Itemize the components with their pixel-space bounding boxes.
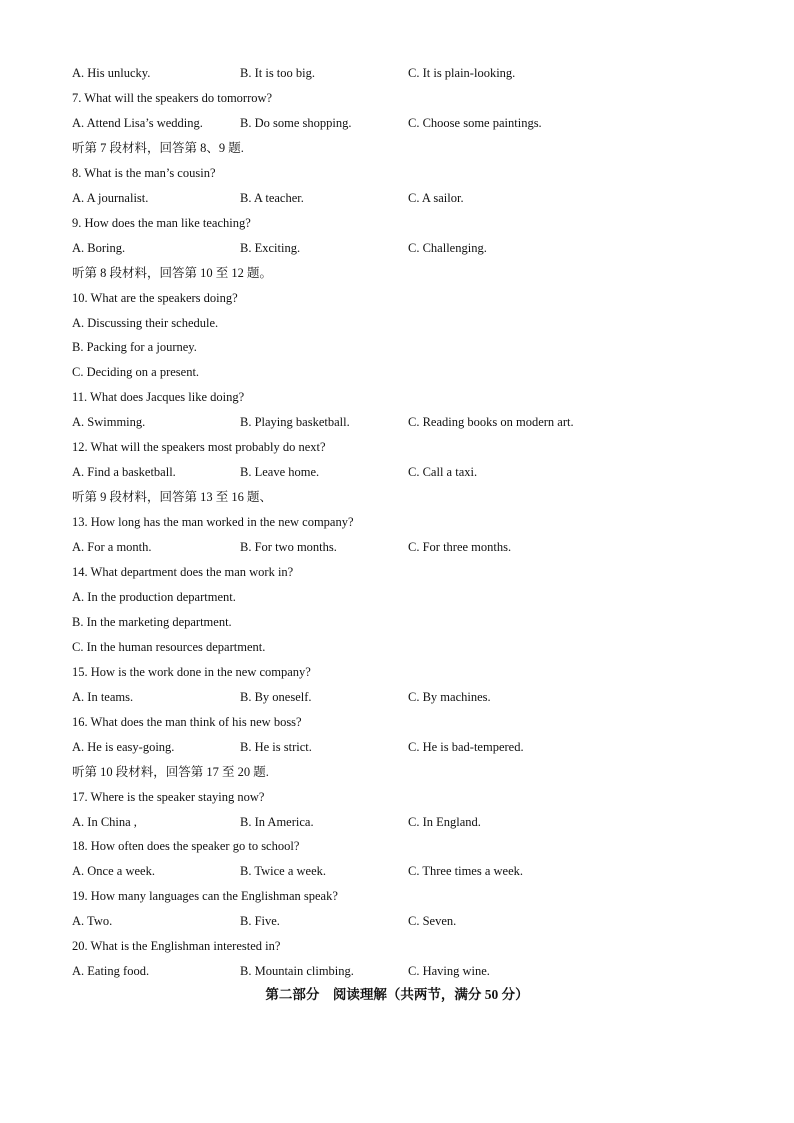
option-b: B. A teacher. (240, 190, 304, 205)
question-text: 18. How often does the speaker go to school? (72, 839, 300, 854)
option-a: A. In teams. (72, 689, 134, 704)
option-c: C. Challenging. (408, 240, 487, 255)
option-line: C. In the human resources department. (72, 639, 266, 654)
option-a: A. For a month. (72, 540, 152, 554)
option-b: B. Playing basketball. (240, 415, 350, 430)
option-b: B. Leave home. (240, 465, 320, 480)
option-line: B. In the marketing department. (72, 614, 232, 629)
option-a: A. A journalist. (72, 190, 149, 205)
question-text: 10. What are the speakers doing? (72, 290, 238, 305)
option-a: A. Eating food. (72, 964, 150, 979)
option-c: C. For three months. (408, 540, 512, 554)
question-text: 16. What does the man think of his new boss? (72, 714, 302, 729)
option-b: B. Exciting. (240, 240, 301, 255)
option-b: B. Mountain climbing. (240, 964, 354, 979)
section-instruction: 听第 7 段材料，回答第 8、9 题. (72, 140, 244, 155)
option-line: A. In the production department. (72, 589, 236, 604)
option-c: C. By machines. (408, 689, 491, 704)
option-c: C. Call a taxi. (408, 465, 478, 480)
option-a: A. Attend Lisa’s wedding. (72, 115, 203, 130)
option-c: C. Three times a week. (408, 864, 524, 879)
question-text: 13. How long has the man worked in the new company? (72, 515, 354, 530)
option-c: C. In England. (408, 814, 481, 829)
section-instruction: 听第 10 段材料，回答第 17 至 20 题. (72, 764, 269, 779)
option-c: C. A sailor. (408, 190, 464, 205)
question-text: 15. How is the work done in the new company? (72, 664, 311, 679)
option-b: B. By oneself. (240, 689, 312, 704)
question-text: 11. What does Jacques like doing? (72, 390, 245, 405)
option-a: A. Boring. (72, 240, 126, 255)
section-instruction: 听第 9 段材料，回答第 13 至 16 题、 (72, 490, 273, 505)
option-c: C. It is plain-looking. (408, 66, 516, 80)
question-text: 20. What is the Englishman interested in? (72, 939, 281, 954)
option-c: C. Reading books on modern art. (408, 415, 574, 430)
option-a: A. Swimming. (72, 415, 146, 430)
option-a: A. In China , (72, 814, 137, 829)
option-a: A. Find a basketball. (72, 465, 176, 480)
option-line: C. Deciding on a present. (72, 365, 200, 380)
question-text: 12. What will the speakers most probably do next? (72, 440, 326, 455)
question-text: 14. What department does the man work in? (72, 565, 294, 579)
option-c: C. Seven. (408, 914, 457, 929)
option-line: A. Discussing their schedule. (72, 315, 219, 330)
option-a: A. He is easy-going. (72, 739, 175, 754)
section-heading: 第二部分 阅读理解（共两节，满分 50 分） (265, 987, 529, 1003)
option-c: C. Choose some paintings. (408, 115, 542, 130)
option-line: B. Packing for a journey. (72, 340, 197, 355)
option-a: A. Two. (72, 914, 113, 929)
option-b: B. In America. (240, 814, 314, 829)
option-b: B. Twice a week. (240, 864, 327, 879)
option-b: B. It is too big. (240, 66, 316, 80)
option-c: C. Having wine. (408, 964, 490, 979)
question-text: 9. How does the man like teaching? (72, 215, 251, 230)
question-text: 17. Where is the speaker staying now? (72, 789, 265, 804)
option-b: B. Do some shopping. (240, 115, 352, 130)
option-c: C. He is bad-tempered. (408, 739, 524, 754)
option-a: A. His unlucky. (72, 66, 151, 80)
question-text: 19. How many languages can the Englishman speak? (72, 889, 338, 904)
question-text: 8. What is the man’s cousin? (72, 165, 216, 180)
option-b: B. He is strict. (240, 739, 312, 754)
option-a: A. Once a week. (72, 864, 155, 879)
option-b: B. Five. (240, 914, 280, 929)
question-text: 7. What will the speakers do tomorrow? (72, 91, 273, 105)
section-instruction: 听第 8 段材料，回答第 10 至 12 题。 (72, 265, 273, 280)
option-b: B. For two months. (240, 540, 337, 554)
